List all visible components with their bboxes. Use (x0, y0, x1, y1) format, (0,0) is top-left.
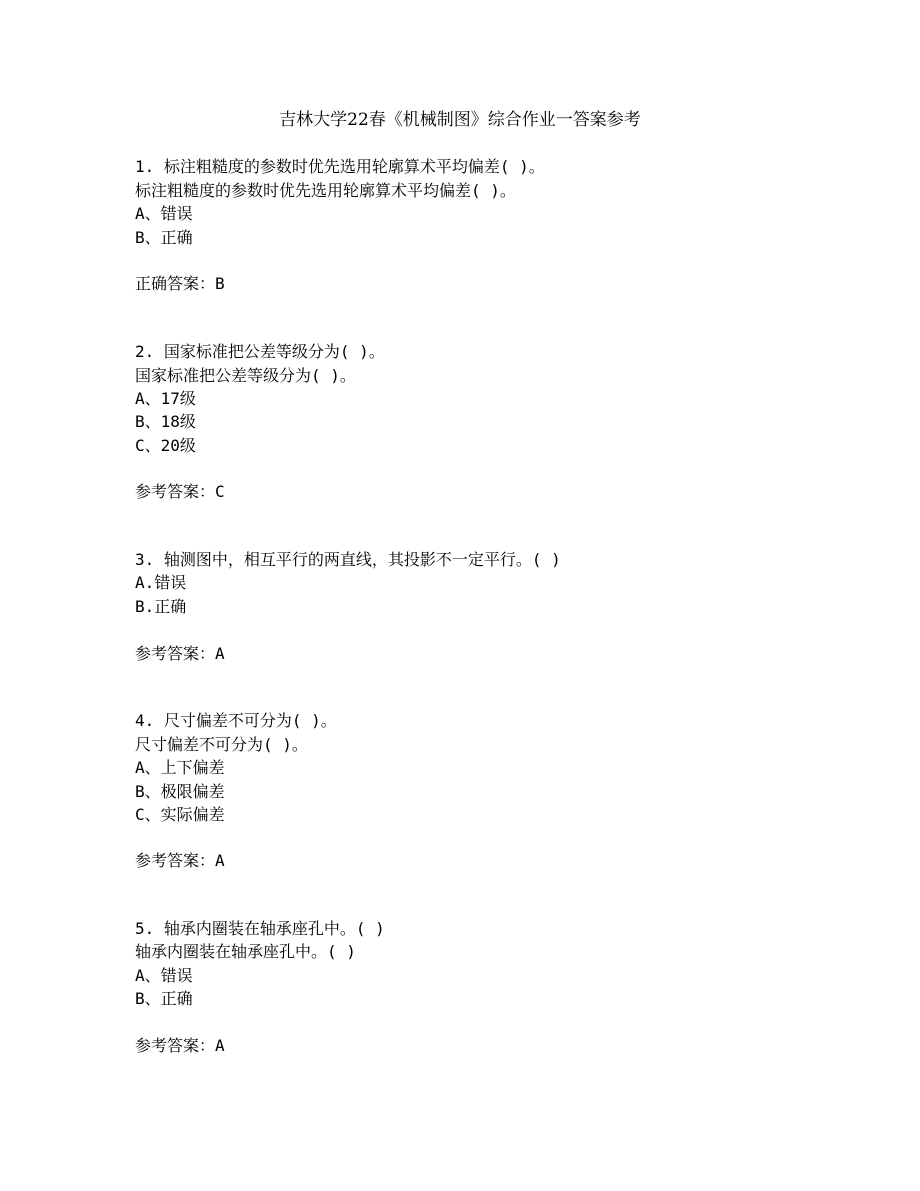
question-3-answer: 参考答案：A (135, 644, 225, 663)
question-4-header: 4. 尺寸偏差不可分为( )。 (135, 711, 337, 730)
question-1-option-a: A、错误 (135, 204, 193, 223)
question-1-option-b: B、正确 (135, 228, 193, 247)
question-5-answer: 参考答案：A (135, 1036, 225, 1055)
question-4-option-a: A、上下偏差 (135, 758, 225, 777)
question-1-answer: 正确答案：B (135, 274, 225, 293)
question-2-option-c: C、20级 (135, 436, 196, 455)
question-1-stem: 标注粗糙度的参数时优先选用轮廓算术平均偏差( )。 (135, 181, 516, 200)
question-2-stem: 国家标准把公差等级分为( )。 (135, 366, 356, 385)
document-title: 吉林大学22春《机械制图》综合作业一答案参考 (279, 110, 641, 130)
question-4-stem: 尺寸偏差不可分为( )。 (135, 735, 308, 754)
question-4-answer: 参考答案：A (135, 851, 225, 870)
question-5-stem: 轴承内圈装在轴承座孔中。( ) (135, 942, 356, 961)
question-1-header: 1. 标注粗糙度的参数时优先选用轮廓算术平均偏差( )。 (135, 157, 545, 176)
question-2-answer: 参考答案：C (135, 482, 225, 501)
question-4-option-b: B、极限偏差 (135, 782, 225, 801)
question-2-header: 2. 国家标准把公差等级分为( )。 (135, 342, 385, 361)
question-5-header: 5. 轴承内圈装在轴承座孔中。( ) (135, 919, 385, 938)
question-5-option-b: B、正确 (135, 989, 193, 1008)
question-3-option-a: A.错误 (135, 573, 187, 592)
question-3-option-b: B.正确 (135, 597, 187, 616)
question-2-option-a: A、17级 (135, 389, 196, 408)
question-2-option-b: B、18级 (135, 412, 196, 431)
question-5-option-a: A、错误 (135, 966, 193, 985)
question-4-option-c: C、实际偏差 (135, 805, 225, 824)
question-3-header: 3. 轴测图中，相互平行的两直线，其投影不一定平行。( ) (135, 550, 561, 569)
